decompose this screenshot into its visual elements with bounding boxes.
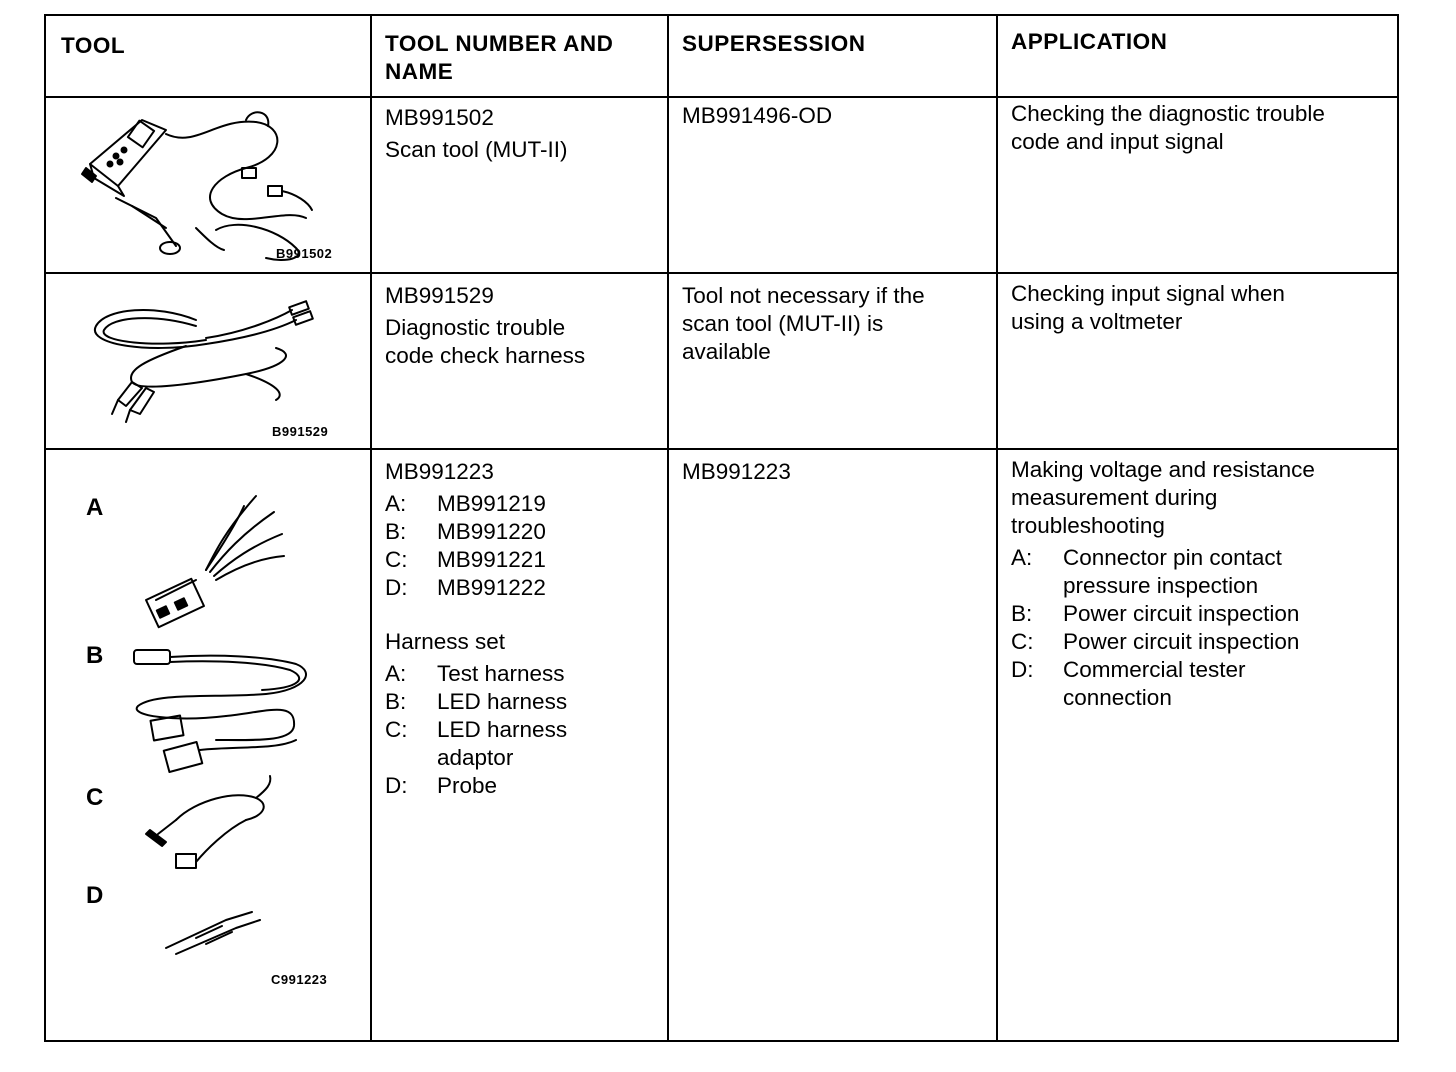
application-line: troubleshooting <box>1011 513 1165 538</box>
item-key: B: <box>1011 601 1033 626</box>
item-line: connection <box>1063 685 1172 710</box>
supersession-harness-set <box>682 458 791 486</box>
item-value: Test harness <box>437 661 565 686</box>
header-supersession: SUPERSESSION <box>682 31 866 56</box>
item-key: C: <box>1011 629 1034 654</box>
part-row <box>385 490 567 518</box>
part-row <box>385 546 567 574</box>
header-tool-number-and-name <box>385 30 613 86</box>
part-key: B: <box>385 519 407 544</box>
application-item <box>1011 656 1315 712</box>
tool-caption: B991529 <box>272 424 329 439</box>
harness-set-list <box>385 660 567 800</box>
harness-set-item <box>385 772 567 800</box>
item-line: Connector pin contact <box>1063 545 1282 570</box>
supersession-line: MB991223 <box>682 459 791 484</box>
supersession-check-harness <box>682 282 925 366</box>
tool-illustration-check-harness <box>46 274 370 448</box>
header-line: NAME <box>385 59 454 84</box>
tool-name-line: Diagnostic trouble <box>385 315 566 340</box>
tool-number-name-check-harness <box>385 282 585 370</box>
harness-set-drawing <box>46 450 370 1042</box>
header-tool: TOOL <box>61 33 126 58</box>
item-line: LED harness <box>437 717 568 742</box>
supersession-line: MB991496-OD <box>682 103 833 128</box>
application-scan-tool <box>1011 100 1325 156</box>
part-key: D: <box>385 575 408 600</box>
item-key: A: <box>1011 545 1033 570</box>
tool-number-name-harness-set <box>385 458 567 800</box>
application-line: measurement during <box>1011 485 1218 510</box>
tool-letter-c: C <box>86 784 104 811</box>
supersession-scan-tool <box>682 102 832 130</box>
tool-letter-d: D <box>86 882 104 909</box>
item-value: Probe <box>437 773 498 798</box>
application-item <box>1011 628 1315 656</box>
application-harness-set <box>1011 456 1315 712</box>
item-value: LED harness <box>437 689 568 714</box>
header-line: TOOL NUMBER AND <box>385 31 614 56</box>
supersession-line: scan tool (MUT-II) is <box>682 311 884 336</box>
part-value: MB991222 <box>437 575 546 600</box>
item-line: Commercial tester <box>1063 657 1246 682</box>
tool-name-line: Scan tool (MUT-II) <box>385 137 568 162</box>
parts-list <box>385 490 567 602</box>
tool-number: MB991223 <box>385 459 494 484</box>
harness-set-item <box>385 660 567 688</box>
application-check-harness <box>1011 280 1285 336</box>
application-item <box>1011 600 1315 628</box>
application-list <box>1011 544 1315 712</box>
application-item <box>1011 544 1315 600</box>
part-value: MB991220 <box>437 519 546 544</box>
tool-name-line: code check harness <box>385 343 586 368</box>
item-line: pressure inspection <box>1063 573 1259 598</box>
supersession-line: available <box>682 339 771 364</box>
item-value: Power circuit inspection <box>1063 629 1300 654</box>
column-divider <box>370 16 372 1040</box>
tool-caption: B991502 <box>276 246 333 261</box>
tool-illustration-scan-tool <box>46 98 370 272</box>
part-row <box>385 518 567 546</box>
item-value <box>1063 544 1282 600</box>
application-line: Making voltage and resistance <box>1011 457 1315 482</box>
harness-set-item <box>385 688 567 716</box>
column-divider <box>667 16 669 1040</box>
item-key: D: <box>385 773 408 798</box>
application-line: Checking the diagnostic trouble <box>1011 101 1325 126</box>
part-value: MB991221 <box>437 547 546 572</box>
item-value <box>1063 656 1246 712</box>
item-key: A: <box>385 661 407 686</box>
supersession-line: Tool not necessary if the <box>682 283 925 308</box>
item-value: Power circuit inspection <box>1063 601 1300 626</box>
part-key: A: <box>385 491 407 516</box>
application-line: Checking input signal when <box>1011 281 1285 306</box>
item-key: B: <box>385 689 407 714</box>
tool-number: MB991529 <box>385 283 494 308</box>
harness-set-title: Harness set <box>385 629 506 654</box>
column-divider <box>996 16 998 1040</box>
application-line: code and input signal <box>1011 129 1224 154</box>
tool-illustration-harness-set <box>46 450 370 1042</box>
tool-number: MB991502 <box>385 105 494 130</box>
harness-set-item <box>385 716 567 772</box>
item-key: C: <box>385 717 408 742</box>
part-key: C: <box>385 547 408 572</box>
tool-number-name-scan-tool <box>385 104 568 164</box>
tool-caption: C991223 <box>271 972 328 987</box>
part-row <box>385 574 567 602</box>
application-line: using a voltmeter <box>1011 309 1183 334</box>
item-line: adaptor <box>437 745 514 770</box>
item-value <box>437 716 567 772</box>
header-application: APPLICATION <box>1011 29 1168 54</box>
tool-letter-b: B <box>86 642 104 669</box>
special-tools-table <box>44 14 1399 1042</box>
part-value: MB991219 <box>437 491 546 516</box>
tool-letter-a: A <box>86 494 104 521</box>
item-key: D: <box>1011 657 1034 682</box>
